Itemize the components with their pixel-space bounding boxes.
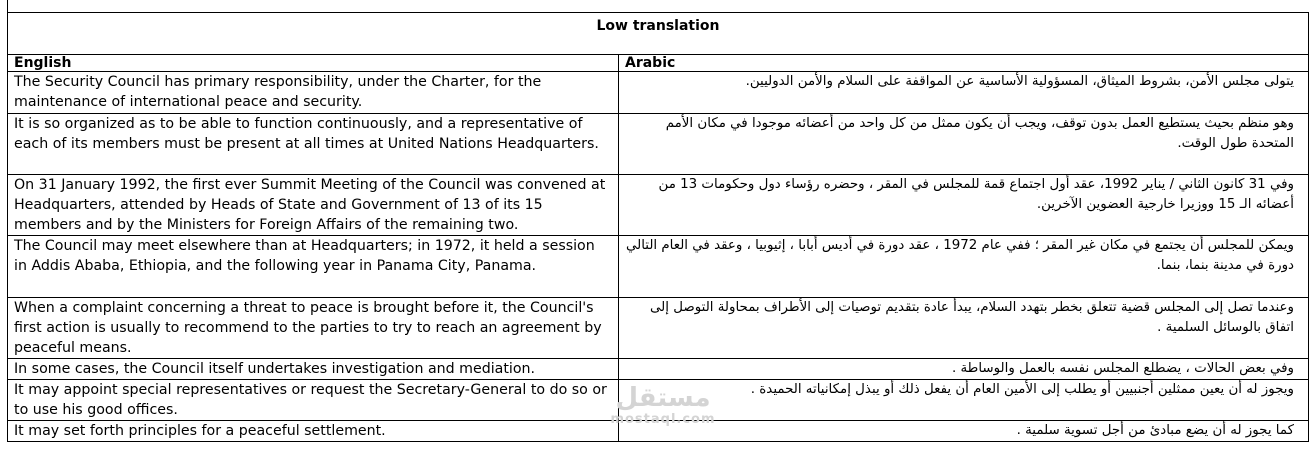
- arabic-cell: وهو منظم بحيث يستطيع العمل بدون توقف، ويجب أن يكون ممثل من كل واحد من أعضائه موجودا في مكان الأمم المتحدة طول الوقت.: [619, 114, 1309, 175]
- english-cell: In some cases, the Council itself undertakes investigation and mediation.: [8, 359, 619, 380]
- table-row: [8, 421, 1309, 442]
- arabic-cell: يتولى مجلس الأمن، بشروط الميثاق، المسؤولية الأساسية عن المواقفة على السلام والأمن الدوليين.: [619, 72, 1309, 114]
- arabic-cell: كما يجوز له أن يضع مبادئ من أجل تسوية سلمية .: [619, 421, 1309, 442]
- english-cell: The Security Council has primary responsibility, under the Charter, for the maintenance of international peace and security.: [8, 72, 619, 114]
- table-row: [8, 236, 1309, 298]
- english-cell: The Council may meet elsewhere than at Headquarters; in 1972, it held a session in Addis Ababa, Ethiopia, and the following year in Panama City, Panama.: [8, 236, 619, 298]
- arabic-cell: وفي 31 كانون الثاني / يناير 1992، عقد أول اجتماع قمة للمجلس في المقر ، وحضره رؤساء دول وحكومات 13 من أعضائه الـ 15 ووزيرا خارجية العضوين الآخرين.: [619, 175, 1309, 236]
- english-cell: It may set forth principles for a peaceful settlement.: [8, 421, 619, 442]
- english-cell: On 31 January 1992, the first ever Summit Meeting of the Council was convened at Headquarters, attended by Heads of State and Government of 13 of its 15 members and by the Ministers for Foreign Affairs of the remaining two.: [8, 175, 619, 236]
- arabic-cell: ويمكن للمجلس أن يجتمع في مكان غير المقر ؛ ففي عام 1972 ، عقد دورة في أديس أبابا ، إثيوبيا ، وعقد في العام التالي دورة في مدينة بنما، بنما.: [619, 236, 1309, 298]
- table-title: Low translation: [7, 12, 1309, 54]
- arabic-cell: وفي بعض الحالات ، يضطلع المجلس نفسه بالعمل والوساطة .: [619, 359, 1309, 380]
- table-row: [8, 380, 1309, 421]
- english-cell: It may appoint special representatives or request the Secretary-General to do so or to use his good offices.: [8, 380, 619, 421]
- page-edge-mark: [7, 0, 8, 12]
- arabic-column-header: Arabic: [619, 55, 1309, 72]
- table-row: [8, 175, 1309, 236]
- table-row: [8, 359, 1309, 380]
- watermark-arabic: مستقل: [615, 383, 711, 413]
- table-row: [8, 72, 1309, 114]
- translation-table: [7, 54, 1309, 442]
- table-row: [8, 114, 1309, 175]
- arabic-cell: ويجوز له أن يعين ممثلين أجنبيين أو يطلب إلى الأمين العام أن يفعل ذلك أو يبذل إمكانياته الحميدة .: [619, 380, 1309, 421]
- arabic-cell: وعندما تصل إلى المجلس قضية تتعلق بخطر بتهدد السلام، يبدأ عادة بتقديم توصيات إلى الأطراف بمحاولة التوصل إلى اتفاق بالوسائل السلمية .: [619, 298, 1309, 359]
- english-cell: It is so organized as to be able to function continuously, and a representative of each of its members must be present at all times at United Nations Headquarters.: [8, 114, 619, 175]
- translation-sheet: [7, 12, 1309, 442]
- table-row: [8, 298, 1309, 359]
- watermark-latin: mostaql.com: [610, 412, 716, 427]
- english-column-header: English: [8, 55, 619, 72]
- english-cell: When a complaint concerning a threat to peace is brought before it, the Council's first action is usually to recommend to the parties to try to reach an agreement by peaceful means.: [8, 298, 619, 359]
- header-row: [8, 55, 1309, 72]
